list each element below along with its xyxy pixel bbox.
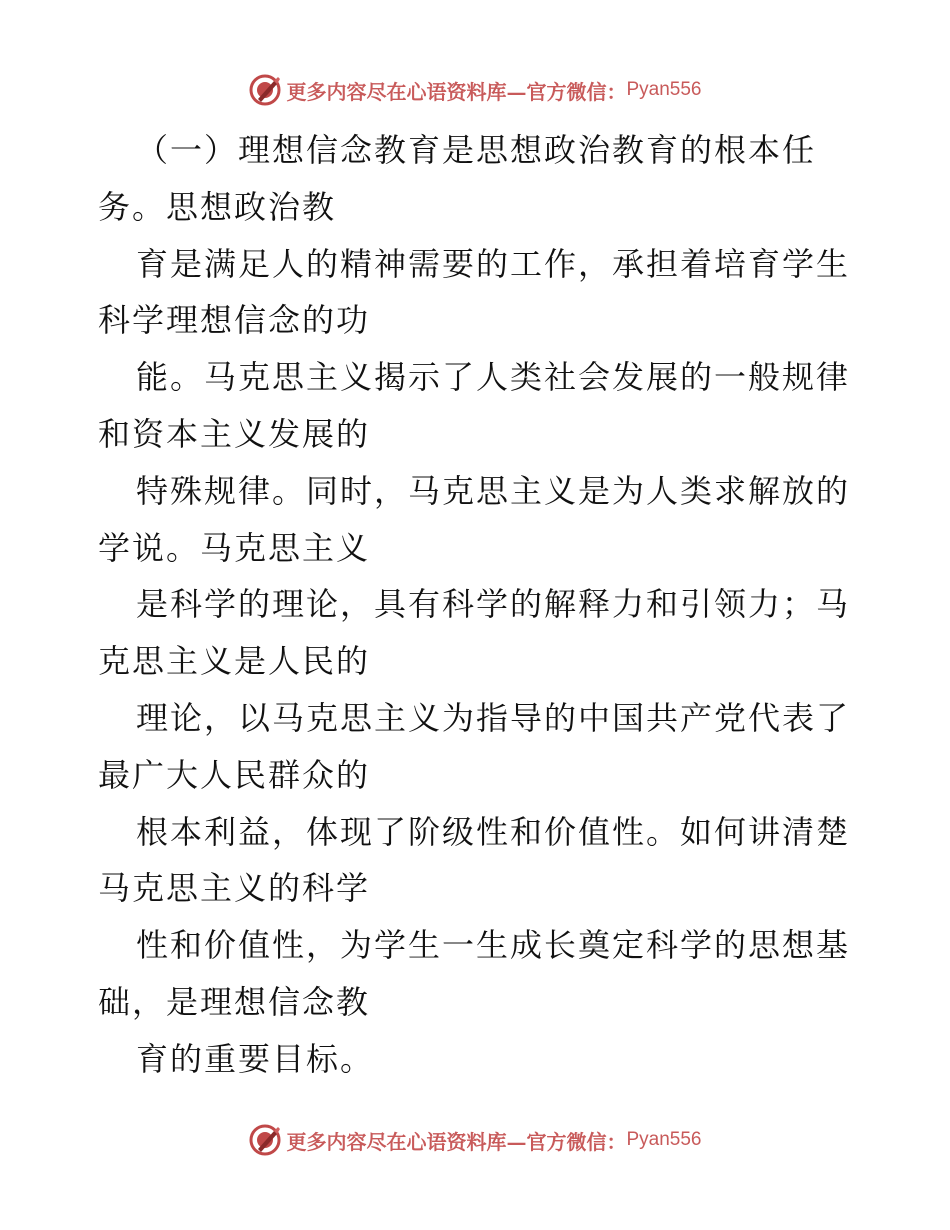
paragraph-line: 能。马克思主义揭示了人类社会发展的一般规律: [136, 358, 851, 397]
paragraph-line: 科学理想信念的功: [98, 301, 371, 340]
watermark-text: 更多内容尽在心语资料库—官方微信：: [286, 1129, 627, 1154]
paragraph-line: 育是满足人的精神需要的工作，承担着培育学生: [136, 244, 851, 283]
paragraph-line: 理论，以马克思主义为指导的中国共产党代表了: [136, 698, 851, 737]
watermark-wechat-id: Pyan556: [626, 79, 702, 100]
red-seal-pen-icon: [248, 73, 282, 107]
paragraph-line: 是科学的理论，具有科学的解释力和引领力；马: [136, 585, 851, 624]
paragraph-line: 克思主义是人民的: [98, 642, 371, 681]
paragraph-line: 特殊规律。同时，马克思主义是为人类求解放的: [136, 471, 851, 510]
paragraph-line: 最广大人民群众的: [98, 755, 371, 794]
document-body: [98, 122, 858, 1088]
red-seal-pen-icon: [248, 1123, 282, 1157]
watermark-text: 更多内容尽在心语资料库—官方微信：: [286, 79, 627, 104]
paragraph-line: 性和价值性，为学生一生成长奠定科学的思想基: [136, 926, 851, 965]
paragraph-line: 马克思主义的科学: [98, 869, 371, 908]
paragraph-line: 育的重要目标。: [136, 1039, 375, 1078]
paragraph-line: 务。思想政治教: [98, 187, 337, 226]
paragraph-line: 础，是理想信念教: [98, 982, 371, 1021]
footer-watermark: [0, 1120, 950, 1160]
paragraph-line: 学说。马克思主义: [98, 528, 371, 567]
watermark-wechat-id: Pyan556: [626, 1129, 702, 1150]
paragraph-line: 和资本主义发展的: [98, 414, 371, 453]
header-watermark: [0, 70, 950, 110]
paragraph-line: （一）理想信念教育是思想政治教育的根本任: [136, 131, 817, 169]
paragraph-line: 根本利益，体现了阶级性和价值性。如何讲清楚: [136, 812, 851, 851]
